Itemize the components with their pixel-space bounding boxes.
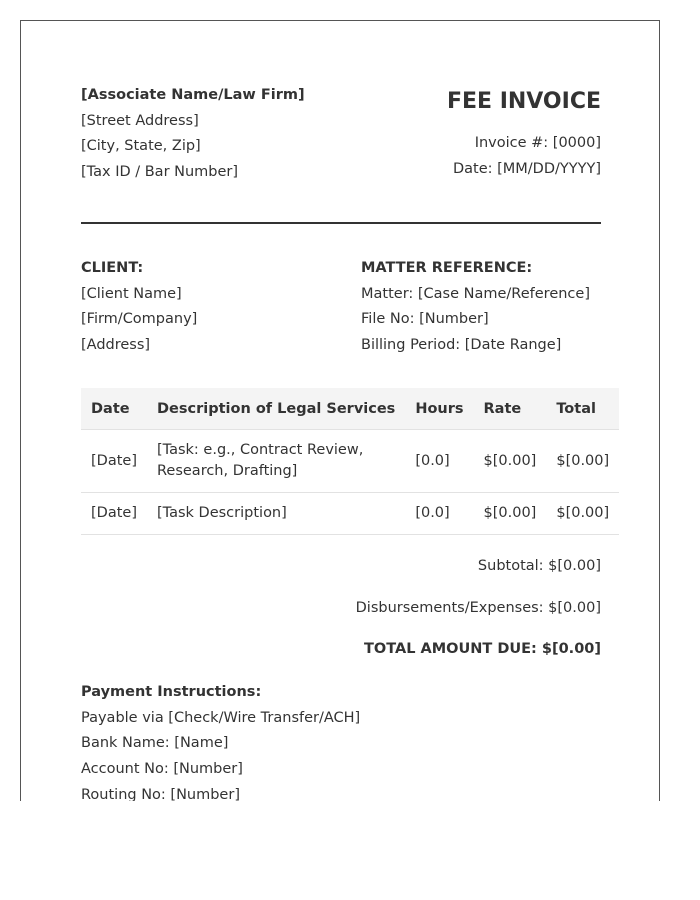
payment-instructions xyxy=(81,680,360,801)
sender-tax-id: [Tax ID / Bar Number] xyxy=(81,164,239,181)
client-heading: CLIENT: xyxy=(81,260,144,276)
matter-line: Matter: [Case Name/Reference] xyxy=(361,285,590,302)
totals-block xyxy=(356,556,601,681)
client-address: [Address] xyxy=(81,337,151,354)
cell-hours: [0.0] xyxy=(405,493,473,535)
header-rate: Rate xyxy=(474,388,547,430)
cell-date: [Date] xyxy=(81,493,147,535)
billing-period: Billing Period: [Date Range] xyxy=(361,337,562,354)
invoice-number: Invoice #: [0000] xyxy=(474,135,601,151)
header-description: Description of Legal Services xyxy=(147,388,405,430)
cell-rate: $[0.00] xyxy=(474,493,547,535)
header-hours: Hours xyxy=(405,388,473,430)
cell-hours: [0.0] xyxy=(405,430,473,493)
cell-total: $[0.00] xyxy=(546,430,619,493)
table-header-row xyxy=(81,388,619,430)
sender-city: [City, State, Zip] xyxy=(81,138,201,155)
file-number: File No: [Number] xyxy=(361,311,489,328)
cell-description-line: [Task: e.g., Contract Review, xyxy=(156,442,364,458)
client-name: [Client Name] xyxy=(81,285,182,302)
matter-heading: MATTER REFERENCE: xyxy=(361,260,533,276)
sender-street: [Street Address] xyxy=(81,112,199,129)
subtotal: Subtotal: $[0.00] xyxy=(477,558,601,574)
cell-rate: $[0.00] xyxy=(474,430,547,493)
disbursements: Disbursements/Expenses: $[0.00] xyxy=(355,599,601,616)
invoice-title: FEE INVOICE xyxy=(446,89,601,114)
table-row xyxy=(81,430,619,493)
client-company: [Firm/Company] xyxy=(81,311,198,328)
cell-description: [Task Description] xyxy=(147,493,405,535)
cell-total: $[0.00] xyxy=(546,493,619,535)
payment-method: Payable via [Check/Wire Transfer/ACH] xyxy=(81,709,361,726)
client-block xyxy=(81,256,197,359)
invoice-meta xyxy=(447,83,601,182)
sender-name: [Associate Name/Law Firm] xyxy=(81,87,305,103)
total-amount-due: TOTAL AMOUNT DUE: $[0.00] xyxy=(364,641,601,657)
invoice-date: Date: [MM/DD/YYYY] xyxy=(452,160,601,177)
header-total: Total xyxy=(546,388,619,430)
header-divider xyxy=(81,222,601,224)
table-row xyxy=(81,493,619,535)
sender-block xyxy=(81,83,305,186)
cell-date: [Date] xyxy=(81,430,147,493)
bank-name: Bank Name: [Name] xyxy=(81,735,229,752)
header-date: Date xyxy=(81,388,147,430)
matter-block xyxy=(361,256,590,359)
services-table xyxy=(81,388,619,535)
cell-description-line: Research, Drafting] xyxy=(156,463,298,479)
routing-number: Routing No: [Number] xyxy=(81,786,240,801)
cell-description xyxy=(147,430,405,493)
account-number: Account No: [Number] xyxy=(81,761,243,778)
invoice-header xyxy=(81,83,601,203)
payment-heading: Payment Instructions: xyxy=(81,684,262,700)
invoice-page xyxy=(20,20,660,801)
